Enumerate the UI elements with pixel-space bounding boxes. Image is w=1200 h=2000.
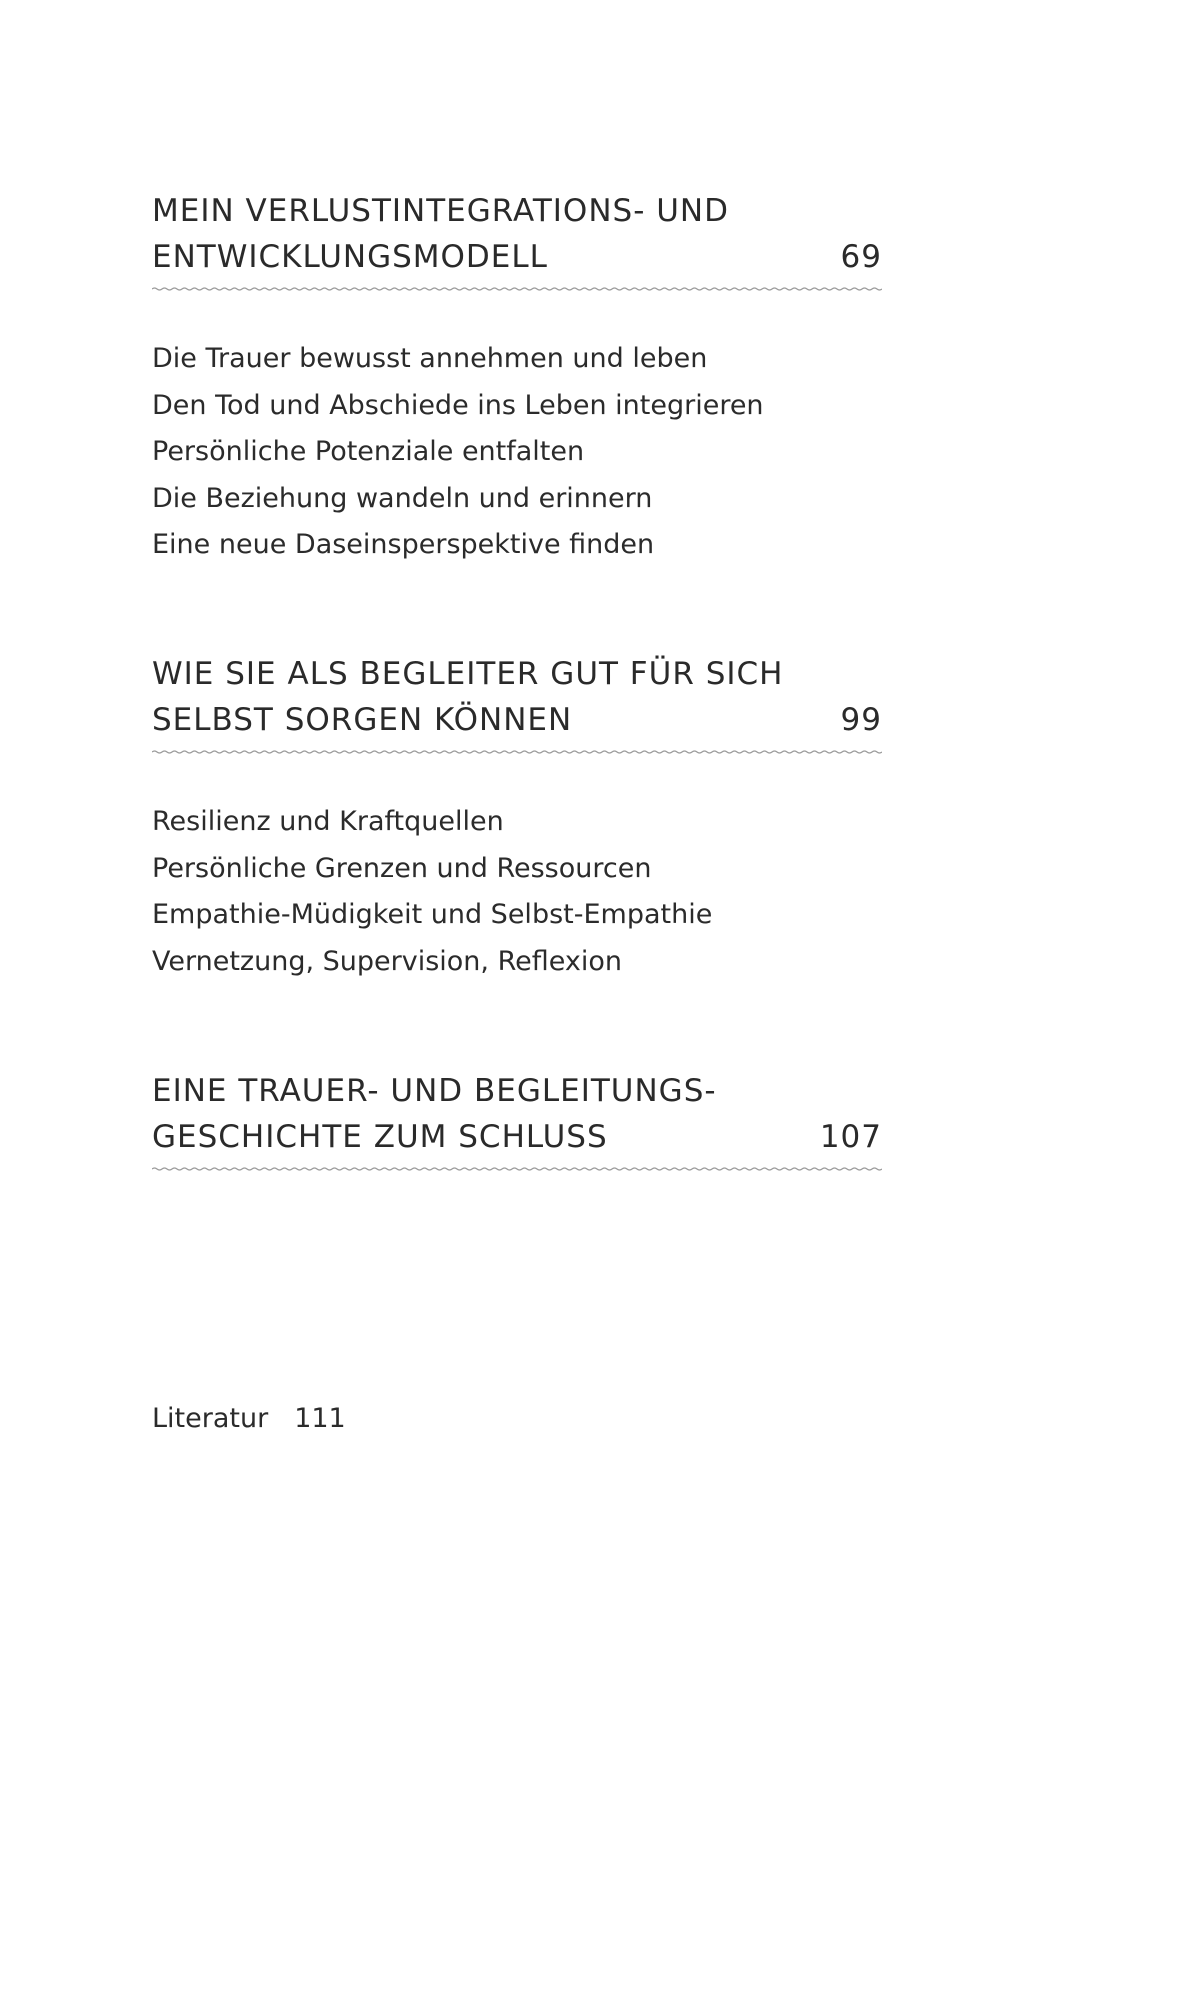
section-item: Die Trauer bewusst annehmen und leben xyxy=(152,343,708,374)
wavy-divider-path xyxy=(152,1168,882,1170)
section-item: Resilienz und Kraftquellen xyxy=(152,806,504,837)
wavy-divider xyxy=(152,284,882,294)
chapter-title-line1: EINE TRAUER- UND BEGLEITUNGS- xyxy=(152,1073,717,1109)
chapter-title-row xyxy=(152,234,882,280)
section-item: Vernetzung, Supervision, Reflexion xyxy=(152,945,622,977)
chapter-title-line1: WIE SIE ALS BEGLEITER GUT FÜR SICH xyxy=(152,656,784,692)
wavy-divider xyxy=(152,1164,882,1174)
section-item: Den Tod und Abschiede ins Leben integrieren xyxy=(152,389,764,421)
bibliography-page-number: 111 xyxy=(294,1403,346,1434)
section-list xyxy=(152,799,882,985)
bibliography-label: Literatur xyxy=(152,1403,269,1434)
chapter-page-number: 69 xyxy=(840,239,882,275)
section-item: Persönliche Potenziale entfalten xyxy=(152,436,585,467)
chapter-title-line2: SELBST SORGEN KÖNNEN xyxy=(152,702,573,738)
section-item: Persönliche Grenzen und Ressourcen xyxy=(152,852,652,884)
chapter-page-number: 99 xyxy=(840,702,882,738)
chapter-title-line2: GESCHICHTE ZUM SCHLUSS xyxy=(152,1119,608,1155)
section-list xyxy=(152,336,882,569)
section-item: Die Beziehung wandeln und erinnern xyxy=(152,482,653,514)
section-item: Eine neue Daseinsperspektive finden xyxy=(152,529,655,560)
section-item: Empathie-Müdigkeit und Selbst-Empathie xyxy=(152,899,713,930)
chapter-entry xyxy=(152,1068,882,1174)
wavy-divider-path xyxy=(152,288,882,290)
chapter-title-row xyxy=(152,697,882,743)
wavy-divider-path xyxy=(152,751,882,753)
chapter-title-line1: MEIN VERLUSTINTEGRATIONS- UND xyxy=(152,193,729,229)
wavy-divider xyxy=(152,747,882,757)
chapter-entry xyxy=(152,188,882,569)
chapter-page-number: 107 xyxy=(819,1119,882,1155)
chapter-entry xyxy=(152,651,882,985)
bibliography-entry xyxy=(152,1396,346,1442)
chapter-title-row xyxy=(152,1114,882,1160)
chapter-title-line2: ENTWICKLUNGSMODELL xyxy=(152,239,548,275)
